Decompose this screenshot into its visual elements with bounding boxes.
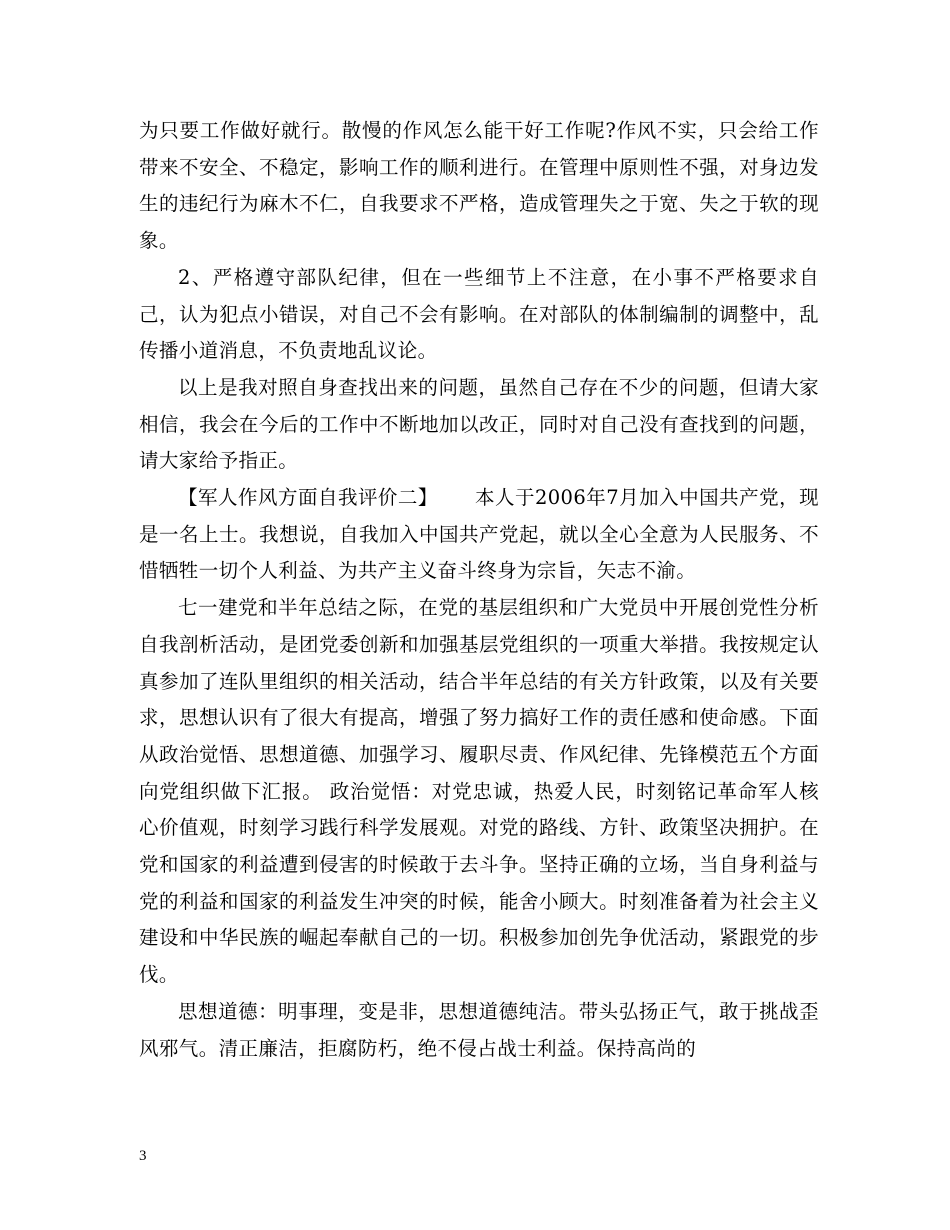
paragraph-2: 2、严格遵守部队纪律，但在一些细节上不注意，在小事不严格要求自己，认为犯点小错误，对自己不会有影响。在对部队的体制编制的调整中，乱传播小道消息，不负责地乱议论。: [139, 265, 819, 363]
paragraph-4: [139, 480, 819, 590]
paragraph-6: 思想道德：明事理，变是非，思想道德纯洁。带头弘扬正气，敢于挑战歪风邪气。清正廉洁，拒腐防朽，绝不侵占战士利益。保持高尚的: [139, 999, 819, 1060]
page-number: 3: [139, 1148, 147, 1164]
document-body: [139, 113, 819, 1067]
section-heading: 【军人作风方面自我评价二】: [178, 486, 438, 510]
paragraph-3: 以上是我对照自身查找出来的问题，虽然自己存在不少的问题，但请大家相信，我会在今后的工作中不断地加以改正，同时对自己没有查找到的问题，请大家给予指正。: [139, 375, 819, 473]
paragraph-5: 七一建党和半年总结之际，在党的基层组织和广大党员中开展创党性分析自我剖析活动，是团党委创新和加强基层党组织的一项重大举措。我按规定认真参加了连队里组织的相关活动，结合半年总结的有关方针政策，以及有关要求，思想认识有了很大有提高，增强了努力搞好工作的责任感和使命感。下面从政治觉悟、思想道德、加强学习、履职尽责、作风纪律、先锋模范五个方面向党组织做下汇报。 政治觉悟：对党忠诚，热爱人民，时刻铭记革命军人核心价值观，时刻学习践行科学发展观。对党的路线、方针、政策坚决拥护。在党和国家的利益遭到侵害的时候敢于去斗争。坚持正确的立场，当自身利益与党的利益和国家的利益发生冲突的时候，能舍小顾大。时刻准备着为社会主义建设和中华民族的崛起奉献自己的一切。积极参加创先争优活动，紧跟党的步伐。: [139, 596, 819, 987]
paragraph-1: 为只要工作做好就行。散慢的作风怎么能干好工作呢?作风不实，只会给工作带来不安全、不稳定，影响工作的顺利进行。在管理中原则性不强，对身边发生的违纪行为麻木不仁，自我要求不严格，造成管理失之于宽、失之于软的现象。: [139, 119, 819, 253]
paragraph-4-text: 本人于2006年7月加入中国共产党，现是一名上士。我想说，自我加入中国共产党起，就以全心全意为人民服务、不惜牺牲一切个人利益、为共产主义奋斗终身为宗旨，矢志不渝。: [139, 486, 819, 583]
